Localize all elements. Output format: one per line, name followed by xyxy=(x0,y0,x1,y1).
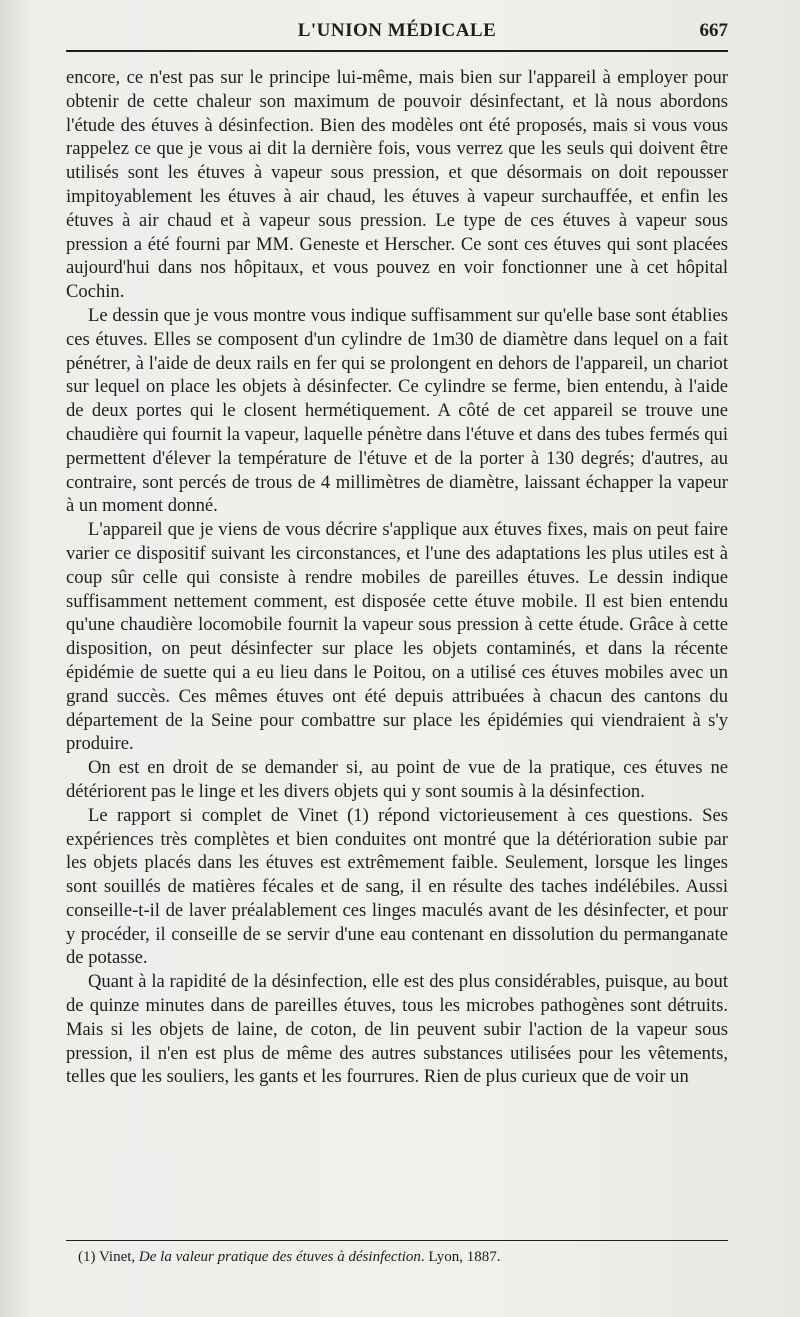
footnote-marker: (1) Vinet, xyxy=(78,1249,139,1265)
paragraph-4: On est en droit de se demander si, au point de vue de la pratique, ces étuves ne détériorent pas le linge et les divers objets qui y sont soumis à la désinfection. xyxy=(66,757,728,802)
footnote xyxy=(78,1248,728,1266)
paragraph-2: Le dessin que je vous montre vous indique suffisamment sur qu'elle base sont établies ces étuves. Elles se composent d'un cylindre de 1m30 de diamètre dans lequel on a fait pénétrer, à l'aide de deux rails en fer qui se prolongent en dehors de l'appareil, un chariot sur lequel on place les objets à désinfecter. Ce cylindre se ferme, bien entendu, à l'aide de deux portes qui le closent hermétiquement. A côté de cet appareil se trouve une chaudière qui fournit la vapeur, laquelle pénètre dans l'étuve et dans des tubes fermés qui permettent d'élever la température de l'étuve et de la porter à 130 degrés; d'autres, au contraire, sont percés de trous de 4 millimètres de diamètre, laissant échapper la vapeur à un moment donné. xyxy=(66,304,728,517)
paragraph-1: encore, ce n'est pas sur le principe lui-même, mais bien sur l'appareil à employer pour obtenir de cette chaleur son maximum de pouvoir désinfectant, et là nous abordons l'étude des étuves à désinfection. Bien des modèles ont été proposés, mais si vous vous rappelez ce que je vous ai dit la dernière fois, vous verrez que les seuls qui doivent être utilisés sont les étuves à vapeur sous pression, et que désormais on doit repousser impitoyablement les étuves à air chaud, les étuves à vapeur surchauffée, et enfin les étuves à air chaud et à vapeur sous pression. Le type de ces étuves à vapeur sous pression a été fourni par MM. Geneste et Herscher. Ce sont ces étuves qui sont placées aujourd'hui dans nos hôpitaux, et vous pouvez en voir fonctionner une à cet hôpital Cochin. xyxy=(66,67,728,303)
footnote-rest: . Lyon, 1887. xyxy=(420,1249,501,1265)
paragraph-5: Le rapport si complet de Vinet (1) répond victorieusement à ces questions. Ses expériences très complètes et bien conduites ont montré que la détérioration subie par les objets placés dans les étuves est extrêmement faible. Seulement, lorsque les linges sont souillés de matières fécales et de sang, il en résulte des taches indélébiles. Aussi conseille-t-il de laver préalablement ces linges maculés avant de les désinfecter, et pour y procéder, il conseille de se servir d'une eau contenant en dissolution du permanganate de potasse. xyxy=(66,804,728,969)
paragraph-6: Quant à la rapidité de la désinfection, elle est des plus considérables, puisque, au bout de quinze minutes dans de pareilles étuves, tous les microbes pathogènes sont détruits. Mais si les objets de laine, de coton, de lin peuvent subir l'action de la vapeur sous pression, il n'en est plus de même des autres substances utilisées pour les vêtements, telles que les souliers, les gants et les fourrures. Rien de plus curieux que de voir un xyxy=(66,971,728,1088)
footnote-rule xyxy=(66,1240,728,1241)
page-header xyxy=(66,20,728,48)
body-text xyxy=(66,66,728,1089)
header-rule xyxy=(66,50,728,52)
running-title: L'UNION MÉDICALE xyxy=(297,20,497,41)
footnote-title: De la valeur pratique des étuves à désinfection xyxy=(138,1249,421,1265)
paragraph-3: L'appareil que je viens de vous décrire s'applique aux étuves fixes, mais on peut faire varier ce dispositif suivant les circonstances, et l'une des adaptations les plus utiles est à coup sûr celle qui consiste à rendre mobiles de pareilles étuves. Le dessin indique suffisamment nettement comment, est disposée cette étuve mobile. Il est bien entendu qu'une chaudière locomobile fournit la vapeur sous pression à cette étude. Grâce à cette disposition, on peut désinfecter sur place les objets contaminés, et dans la récente épidémie de suette qui a eu lieu dans le Poitou, on a utilisé ces étuves mobiles avec un grand succès. Ces mêmes étuves ont été depuis attribuées à chacun des cantons du département de la Seine pour combattre sur place les épidémies qui viendraient à s'y produire. xyxy=(66,519,728,755)
page-number: 667 xyxy=(699,20,728,41)
